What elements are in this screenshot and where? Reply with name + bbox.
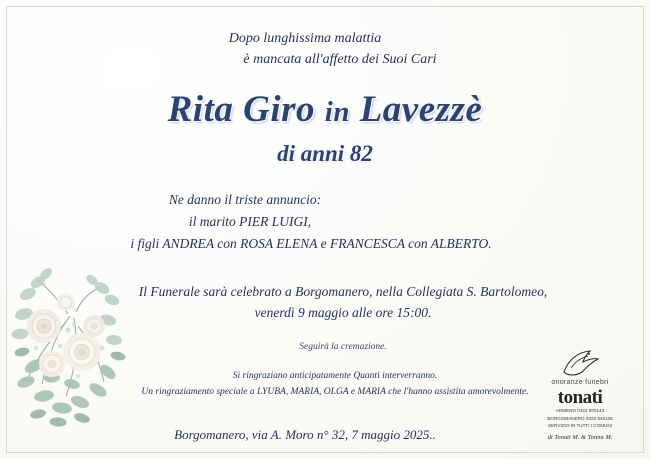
place-and-date: Borgomanero, via A. Moro n° 32, 7 maggio 2025.. [174, 427, 436, 442]
funeral-line-1: Il Funerale sarà celebrato a Borgomanero, nella Collegiata S. Bartolomeo, [138, 283, 548, 299]
funeral-line-2: venerdì 9 maggio alle ore 15:00. [254, 305, 432, 321]
announce-line-2: il marito PIER LUIGI, [188, 213, 312, 229]
logo-address-2: BORGOMANERO 0322 846106 [547, 415, 613, 421]
logo-address-3: SERVIZIO IN TUTTI I COMUNI [548, 423, 612, 429]
dove-icon [532, 344, 628, 378]
intro-line-1: Dopo lunghissima malattia [228, 31, 382, 46]
age-text: di anni 82 [277, 141, 373, 166]
announcement-block [26, 189, 624, 255]
deceased-first-names: Rita Giro [167, 89, 316, 130]
thanks-line-1: Si ringraziano anticipatamente Quanti interverranno. [232, 370, 438, 381]
announce-line-1: Ne danno il triste annuncio: [168, 192, 322, 207]
deceased-married-name: Lavezzè [359, 89, 483, 130]
intro-text [26, 28, 624, 70]
announce-line-3: i figli ANDREA con ROSA ELENA e FRANCESCA con ALBERTO. [130, 235, 492, 251]
name-connector: in [324, 96, 350, 128]
logo-brand-band [532, 388, 628, 430]
funeral-home-logo [532, 344, 628, 441]
funeral-details [62, 281, 624, 324]
logo-address-1: ARMENO 0322 900143 [555, 408, 605, 414]
thanks-line-2: Un ringraziamento speciale a LYUBA, MARIA, OLGA e MARIA che l'hanno assistita amorevolmente. [141, 387, 529, 398]
logo-tagline: di Tonati M. & Tonna M. [547, 434, 613, 441]
intro-line-2: è mancata all'affetto dei Suoi Cari [243, 52, 437, 67]
logo-brand: tonati [557, 387, 603, 409]
logo-caption: onoranze funebri [551, 379, 609, 387]
cremation-note: Seguirà la cremazione. [299, 341, 387, 352]
deceased-name [26, 88, 624, 131]
